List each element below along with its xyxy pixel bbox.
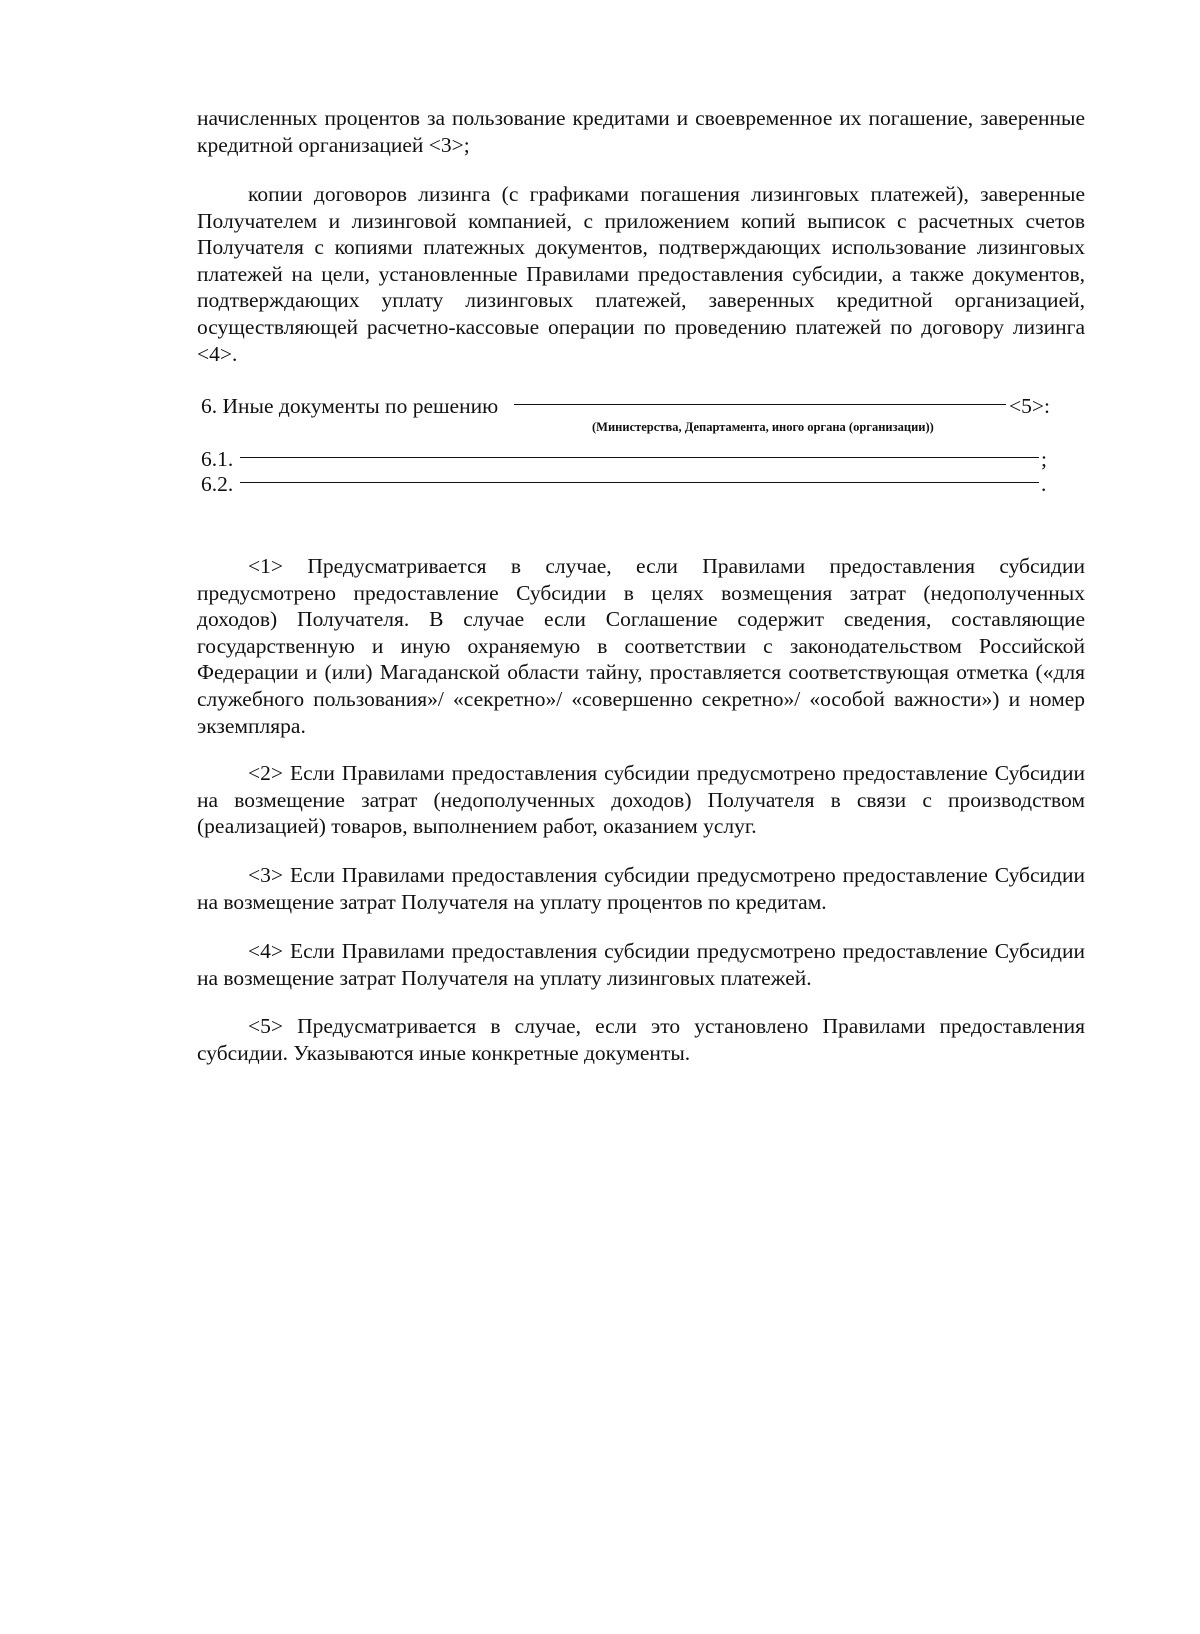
footnote-4: <4> Если Правилами предоставления субсидии предусмотрено предоставление Субсидии на возмещение затрат Получателя на уплату лизинговых платежей. <box>197 939 1085 990</box>
footnote-3: <3> Если Правилами предоставления субсидии предусмотрено предоставление Субсидии на возмещение затрат Получателя на уплату процентов по кредитам. <box>197 863 1085 914</box>
item-6-suffix: <5>: <box>1009 394 1050 418</box>
footnote-1: <1> Предусматривается в случае, если Правилами предоставления субсидии предусмотрено предоставление Субсидии в целях возмещения затрат (недополученных доходов) Получателя. В случае если Соглашение содержит сведения, составляющие государственную и иную охраняемую в соответствии с законодательством Российской Федерации и (или) Магаданской области тайну, проставляется соответствующая отметка («для служебного пользования»/ «секретно»/ «совершенно секретно»/ «особой важности») и номер экземпляра. <box>197 554 1085 738</box>
footnote-5: <5> Предусматривается в случае, если это установлено Правилами предоставления субсидии. Указываются иные конкретные документы. <box>197 1014 1085 1065</box>
item-6-label: 6. Иные документы по решению <box>201 394 499 418</box>
item-6-1-label: 6.1. <box>201 447 234 471</box>
item-6-hint: (Министерства, Департамента, иного органа (организации)) <box>592 420 934 434</box>
item-6-2-end: . <box>1041 472 1047 496</box>
paragraph-interest-docs: начисленных процентов за пользование кредитами и своевременное их погашение, заверенные кредитной организацией <3>; <box>197 106 1085 157</box>
item-6-2-fill-line <box>240 482 1039 483</box>
footnote-2: <2> Если Правилами предоставления субсидии предусмотрено предоставление Субсидии на возмещение затрат (недополученных доходов) Получателя в связи с производством (реализацией) товаров, выполнением работ, оказанием услуг. <box>197 761 1085 839</box>
paragraph-leasing-docs: копии договоров лизинга (с графиками погашения лизинговых платежей), заверенные Получателем и лизинговой компанией, с приложением копий выписок с расчетных счетов Получателя с копиями платежных документов, подтверждающих использование лизинговых платежей на цели, установленные Правилами предоставления субсидии, а также документов, подтверждающих уплату лизинговых платежей, заверенных кредитной организацией, осуществляющей расчетно-кассовые операции по проведению платежей по договору лизинга <4>. <box>197 182 1085 366</box>
item-6-1-end: ; <box>1041 447 1047 471</box>
item-6-fill-line <box>514 404 1006 405</box>
item-6-1-fill-line <box>240 457 1039 458</box>
item-6-2-label: 6.2. <box>201 472 234 496</box>
